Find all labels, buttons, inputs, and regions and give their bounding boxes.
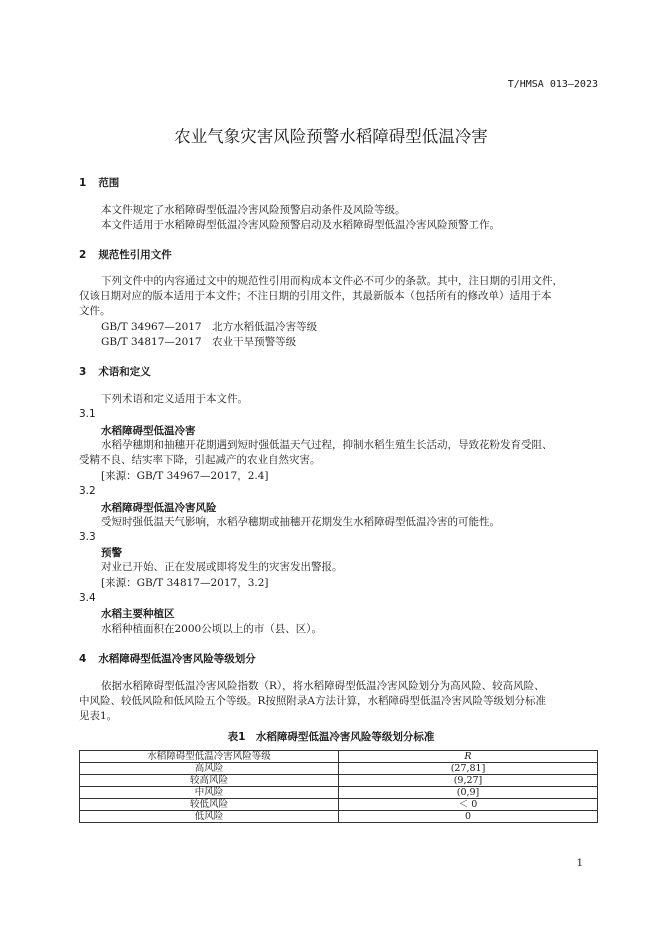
section-4-paragraph-line: 中风险、较低风险和低风险五个等级。R按照附录A方法计算，水稻障碍型低温冷害风险等级划分标准 <box>79 695 546 707</box>
table-cell: 中风险 <box>80 787 339 799</box>
risk-level-table <box>79 750 598 823</box>
document-code: T/HMSA 013—2023 <box>507 79 598 90</box>
term-name: 水稻主要种植区 <box>101 608 175 620</box>
normative-reference: GB/T 34967—2017 北方水稻低温冷害等级 <box>101 321 318 333</box>
page-title: 农业气象灾害风险预警水稻障碍型低温冷害 <box>174 127 488 146</box>
term-number: 3.2 <box>79 485 96 497</box>
page-number: 1 <box>576 858 583 869</box>
term-name: 预警 <box>101 547 122 559</box>
table-header-row <box>80 751 598 763</box>
table-cell: (9,27] <box>339 775 598 787</box>
section-4-paragraph-line: 见表1。 <box>79 710 118 722</box>
table-row <box>80 775 598 787</box>
term-definition-line: 受精不良、结实率下降，引起减产的农业自然灾害。 <box>79 454 321 466</box>
table-cell: 低风险 <box>80 811 339 823</box>
term-name: 水稻障碍型低温冷害风险 <box>101 502 217 514</box>
section-3-intro: 下列术语和定义适用于本文件。 <box>101 393 248 405</box>
table-row <box>80 787 598 799</box>
table-cell: ＜ 0 <box>339 799 598 811</box>
section-1-paragraph: 本文件规定了水稻障碍型低温冷害风险预警启动条件及风险等级。 <box>101 204 406 216</box>
term-definition-line: 水稻种植面积在2000公顷以上的市（县、区）。 <box>101 623 322 635</box>
table-row <box>80 811 598 823</box>
section-1-heading: 1 范围 <box>79 177 120 189</box>
table-row <box>80 799 598 811</box>
table-caption: 表1 水稻障碍型低温冷害风险等级划分标准 <box>227 731 435 743</box>
table-cell: 较低风险 <box>80 799 339 811</box>
term-name: 水稻障碍型低温冷害 <box>101 425 196 437</box>
section-3-heading: 3 术语和定义 <box>79 366 151 378</box>
table-header-cell: R <box>339 751 598 763</box>
normative-reference: GB/T 34817—2017 农业干旱预警等级 <box>101 336 297 348</box>
section-2-intro-line: 仅该日期对应的版本适用于本文件；不注日期的引用文件，其最新版本（包括所有的修改单）适用于本 <box>79 290 552 302</box>
section-2-intro-line: 下列文件中的内容通过文中的规范性引用而构成本文件必不可少的条款。其中，注日期的引用文件， <box>101 275 563 287</box>
term-number: 3.4 <box>79 592 96 604</box>
table-cell: 较高风险 <box>80 775 339 787</box>
table-row <box>80 763 598 775</box>
table-cell: (0,9] <box>339 787 598 799</box>
section-4-heading: 4 水稻障碍型低温冷害风险等级划分 <box>79 653 256 665</box>
term-definition-line: 受短时强低温天气影响，水稻孕穗期或抽穗开花期发生水稻障碍型低温冷害的可能性。 <box>101 516 500 528</box>
term-source: [来源：GB/T 34817—2017，3.2] <box>101 577 269 589</box>
term-definition-line: 对业已开始、正在发展或即将发生的灾害发出警报。 <box>101 561 343 573</box>
term-number: 3.3 <box>79 531 96 543</box>
table-cell: (27,81] <box>339 763 598 775</box>
section-1-paragraph: 本文件适用于水稻障碍型低温冷害风险预警启动及水稻障碍型低温冷害风险预警工作。 <box>101 219 500 231</box>
section-2-intro-line: 文件。 <box>79 305 111 317</box>
term-number: 3.1 <box>79 408 96 420</box>
table-cell: 0 <box>339 811 598 823</box>
term-definition-line: 水稻孕穗期和抽穗开花期遇到短时强低温天气过程，抑制水稻生殖生长活动，导致花粉发育受阻、 <box>101 439 553 451</box>
term-source: [来源：GB/T 34967—2017，2.4] <box>101 470 269 482</box>
table-cell: 高风险 <box>80 763 339 775</box>
table-header-cell: 水稻障碍型低温冷害风险等级 <box>80 751 339 763</box>
section-4-paragraph-line: 依据水稻障碍型低温冷害风险指数（R），将水稻障碍型低温冷害风险划分为高风险、较高风险、 <box>101 680 545 692</box>
section-2-heading: 2 规范性引用文件 <box>79 249 172 261</box>
